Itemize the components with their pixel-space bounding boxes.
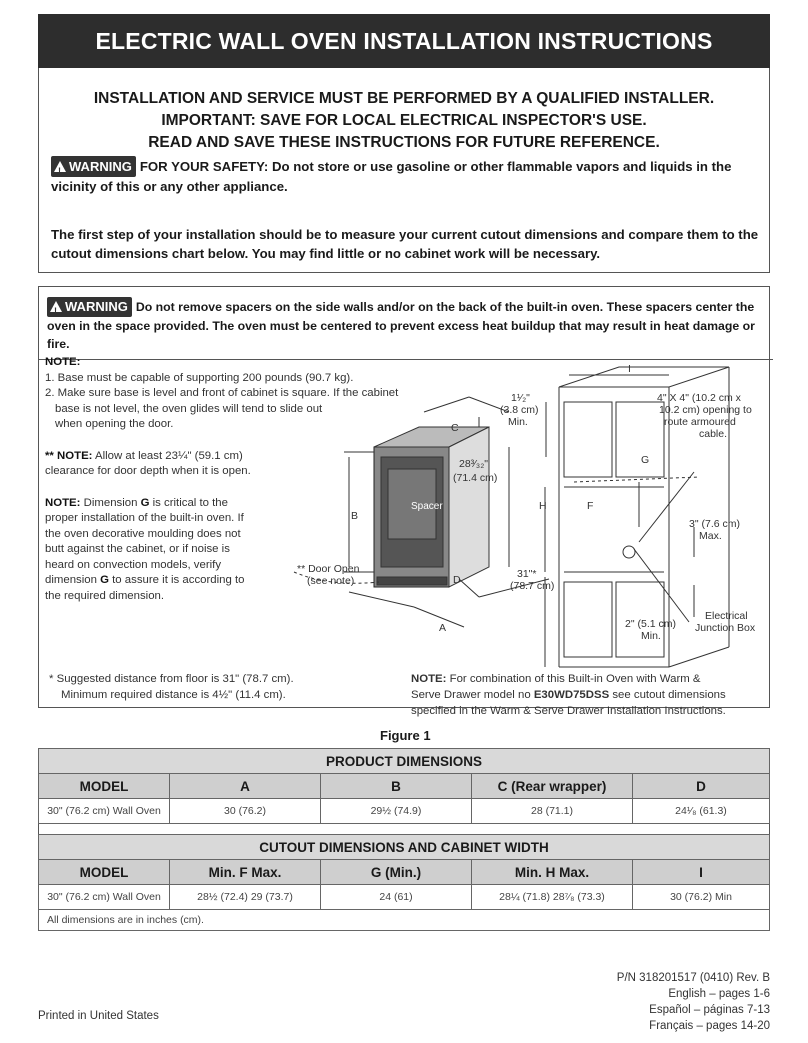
first-step-text: The first step of your installation should be to measure your current cutout dimensions and compare them to the cutout dimensions chart below. You may find little or no cabinet work will be necessary. — [51, 227, 759, 261]
headline-line-3: READ AND SAVE THESE INSTRUCTIONS FOR FUTURE REFERENCE. — [148, 134, 660, 151]
table-row: 30" (76.2 cm) Wall Oven 28½ (72.4) 29 (73.7) 24 (61) 28¼ (71.8) 28⁷⁄₈ (73.3) 30 (76.2) Min — [39, 885, 770, 910]
floor-distance-note: * Suggested distance from floor is 31" (78.7 cm). Minimum required distance is 4½" (11.4 cm). — [49, 673, 294, 701]
dim-letter-c: C — [451, 422, 459, 434]
dim-3: 3" (7.6 cm) — [689, 518, 740, 530]
safety-warning — [51, 156, 761, 196]
table-header-row: MODEL Min. F Max. G (Min.) Min. H Max. I — [39, 860, 770, 885]
part-number: P/N 318201517 (0410) Rev. B — [616, 972, 770, 984]
headline-line-1: INSTALLATION AND SERVICE MUST BE PERFORMED BY A QUALIFIED INSTALLER. — [93, 90, 715, 107]
headline-line-2: IMPORTANT: SAVE FOR LOCAL ELECTRICAL INSPECTOR'S USE. — [161, 112, 647, 129]
min-label: Min. — [508, 416, 528, 428]
door-open-label: ** Door Open — [297, 563, 360, 575]
opening-line-3: route armoured — [664, 416, 736, 428]
diagram-box — [38, 286, 770, 717]
warning-badge: ! WARNING — [51, 156, 136, 177]
product-dimensions-title: PRODUCT DIMENSIONS — [39, 749, 770, 774]
opening-line-1: 4" X 4" (10.2 cm x — [657, 392, 741, 404]
page-title: ELECTRIC WALL OVEN INSTALLATION INSTRUCTIONS — [38, 14, 770, 68]
dim-31-cm: (78.7 cm) — [510, 580, 555, 592]
see-note-label: (see note) — [307, 575, 355, 587]
opening-line-4: cable. — [699, 428, 728, 440]
headline — [39, 88, 769, 154]
dim-letter-b: B — [351, 510, 359, 522]
dim-28: 28³⁄₃₂" — [459, 458, 489, 470]
installation-notes: NOTE: 1. Base must be capable of supporting 200 pounds (90.7 kg). 2. Make sure base is level and front of cabinet is square. If the cabinet base is not level, the oven glides will tend to slide out when opening the door. ** NOTE: Allow at least 23¼" (59.1 cm) clearance for door depth when it is open. NOTE: Dimension G is critical to the proper installation of the built-in oven. If the oven decorative moulding does not butt against the cabinet, or if noise is heard on convection models, verify dimension G to assure it is according to the required dimension. — [45, 356, 399, 602]
warning-triangle-icon: ! — [50, 301, 62, 312]
min-label-2: Min. — [641, 630, 661, 642]
part-number-block — [617, 970, 770, 1034]
junction-box-label: Junction Box — [695, 622, 756, 634]
dim-letter-a: A — [439, 622, 447, 634]
dim-letter-i: I — [628, 363, 631, 375]
dimensions-table — [38, 748, 770, 931]
dim-letter-h: H — [539, 500, 547, 512]
dim-28-cm: (71.4 cm) — [453, 472, 498, 484]
warning-badge-2: ! WARNING — [47, 297, 132, 317]
intro-box — [38, 68, 770, 273]
warning-triangle-icon: ! — [54, 161, 66, 172]
electrical-label: Electrical — [705, 610, 748, 622]
safety-text: FOR YOUR SAFETY: Do not store or use gasoline or other flammable vapors and liquids in the vicinity of this or any other appliance. — [51, 159, 732, 194]
spacer-label: Spacer — [411, 501, 443, 512]
printed-in: Printed in United States — [38, 1010, 159, 1022]
warm-drawer-note: NOTE: For combination of this Built-in Oven with Warm & Serve Drawer model no E30WD75DSS see cutout dimensions specified in the Warm & Serve Drawer Installation Instructions. — [411, 673, 726, 717]
dim-31: 31"* — [517, 568, 537, 580]
dim-2: 2" (5.1 cm) — [625, 618, 676, 630]
dim-1-5: 1¹⁄₂" — [511, 392, 530, 404]
cutout-dimensions-title: CUTOUT DIMENSIONS AND CABINET WIDTH — [39, 835, 770, 860]
dim-letter-g: G — [641, 454, 650, 466]
spacer-warning-text: Do not remove spacers on the side walls and/or on the back of the built-in oven. These spacers center the oven in the space provided. The oven must be centered to prevent excess heat buildup that may result in heat damage or fire. — [47, 300, 755, 351]
max-label: Max. — [699, 530, 722, 542]
dim-letter-d: D — [453, 574, 461, 586]
oven-diagram — [39, 287, 769, 707]
dim-1-5-cm: (3.8 cm) — [500, 404, 539, 416]
figure-label: Figure 1 — [380, 728, 431, 743]
french-pages: Français – pages 14-20 — [649, 1020, 770, 1032]
english-pages: English – pages 1-6 — [668, 988, 770, 1000]
table-footnote: All dimensions are in inches (cm). — [39, 910, 770, 931]
spanish-pages: Español – páginas 7-13 — [649, 1004, 770, 1016]
opening-line-2: 10.2 cm) opening to — [659, 404, 752, 416]
table-row: 30" (76.2 cm) Wall Oven 30 (76.2) 29½ (74.9) 28 (71.1) 24¹⁄₈ (61.3) — [39, 799, 770, 824]
table-header-row: MODEL A B C (Rear wrapper) D — [39, 774, 770, 799]
dim-letter-f: F — [587, 500, 594, 512]
